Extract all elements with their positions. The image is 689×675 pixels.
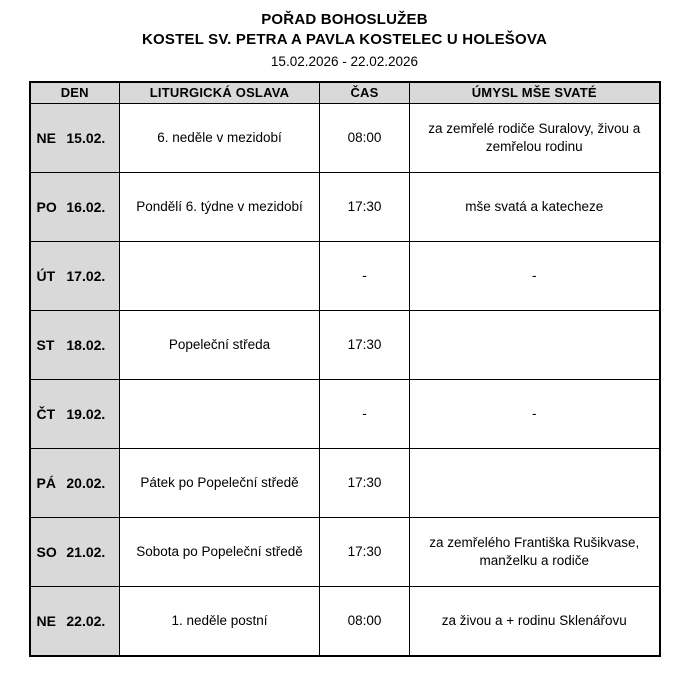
table-row [30,449,660,518]
table-row [30,242,660,311]
day-cell [30,311,120,380]
church-name: KOSTEL SV. PETRA A PAVLA KOSTELEC U HOLEŠOVA [142,31,547,49]
intention-cell [410,311,660,380]
time-cell: 17:30 [320,173,410,242]
day-cell [30,380,120,449]
day-abbr: PÁ [36,475,56,492]
intention-cell: za živou a + rodinu Sklenářovu [410,587,660,656]
time-cell: 17:30 [320,311,410,380]
intention-cell: - [410,380,660,449]
day-date: 16.02. [66,199,106,216]
time-cell: 17:30 [320,518,410,587]
celebration-cell: Pondělí 6. týdne v mezidobí [120,173,320,242]
day-abbr: ČT [36,406,56,423]
day-date: 18.02. [66,337,106,354]
day-abbr: NE [36,612,56,629]
celebration-cell [120,242,320,311]
column-header-celebration: LITURGICKÁ OSLAVA [120,82,320,104]
table-row [30,173,660,242]
day-cell [30,173,120,242]
time-cell: 08:00 [320,587,410,656]
day-cell [30,449,120,518]
column-header-day: DEN [30,82,120,104]
celebration-cell: 6. neděle v mezidobí [120,104,320,173]
document-header [0,10,689,71]
day-abbr: ÚT [36,268,56,285]
time-cell: 08:00 [320,104,410,173]
day-abbr: ST [36,337,55,354]
celebration-cell [120,380,320,449]
date-range: 15.02.2026 - 22.02.2026 [270,53,419,69]
intention-cell [410,449,660,518]
day-date: 15.02. [66,130,106,147]
time-cell: - [320,242,410,311]
table-row [30,587,660,656]
day-cell [30,104,120,173]
table-row [30,518,660,587]
day-date: 17.02. [66,268,106,285]
day-cell [30,242,120,311]
intention-cell: za zemřelého Františka Rušikvase, manželku a rodiče [410,518,660,587]
day-date: 21.02. [66,544,106,561]
time-cell: 17:30 [320,449,410,518]
day-abbr: NE [36,130,56,147]
intention-cell: mše svatá a katecheze [410,173,660,242]
time-cell: - [320,380,410,449]
intention-cell: - [410,242,660,311]
day-abbr: SO [36,544,57,561]
day-cell [30,518,120,587]
schedule-table [29,81,661,657]
celebration-cell: Sobota po Popeleční středě [120,518,320,587]
celebration-cell: Pátek po Popeleční středě [120,449,320,518]
day-cell [30,587,120,656]
table-row [30,104,660,173]
column-header-intention: ÚMYSL MŠE SVATÉ [410,82,660,104]
intention-cell: za zemřelé rodiče Suralovy, živou a zemřelou rodinu [410,104,660,173]
celebration-cell: Popeleční středa [120,311,320,380]
day-date: 19.02. [66,406,106,423]
table-header-row [30,82,660,104]
celebration-cell: 1. neděle postní [120,587,320,656]
table-row [30,311,660,380]
day-date: 20.02. [66,475,106,492]
day-abbr: PO [36,199,57,216]
column-header-time: ČAS [320,82,410,104]
day-date: 22.02. [66,612,106,629]
table-row [30,380,660,449]
page-title: POŘAD BOHOSLUŽEB [261,11,428,28]
